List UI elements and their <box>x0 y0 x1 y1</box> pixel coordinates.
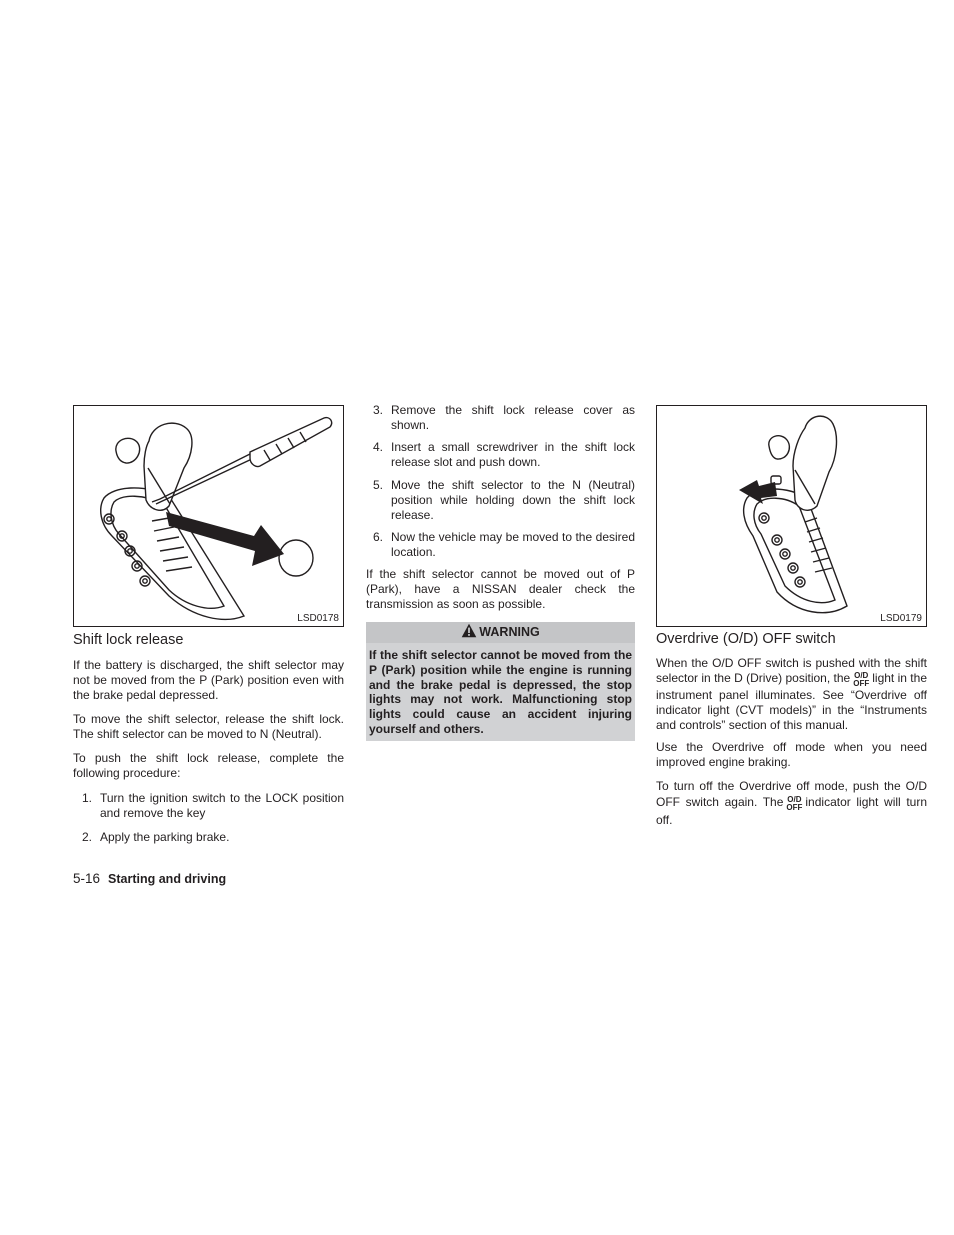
paragraph <box>73 751 344 781</box>
paragraph-text-part: light in the instrument panel illuminates. See “Overdrive off indicator light (CVT models)” in the “Instruments and controls” section of this manual. <box>656 671 927 732</box>
list-number: 2. <box>82 830 93 844</box>
list-item <box>82 830 344 845</box>
paragraph <box>73 712 344 742</box>
list-text: Turn the ignition switch to the LOCK position and remove the key <box>100 791 344 820</box>
figure-overdrive-switch <box>656 405 927 627</box>
shift-selector-screwdriver-illustration <box>74 406 345 628</box>
list-number: 4. <box>373 440 384 454</box>
paragraph <box>366 567 635 612</box>
paragraph-text: If the battery is discharged, the shift selector may not be moved from the P (Park) position even with the brake pedal depressed. <box>73 658 344 702</box>
paragraph-text: To move the shift selector, release the shift lock. The shift selector can be moved to N (Neutral). <box>73 712 344 741</box>
list-number: 5. <box>373 478 384 492</box>
paragraph <box>73 658 344 703</box>
list-number: 1. <box>82 791 93 805</box>
list-text: Apply the parking brake. <box>100 830 230 844</box>
list-item <box>82 791 344 821</box>
paragraph-text-part: indicator light will turn off. <box>656 795 927 827</box>
section-heading-overdrive-switch: Overdrive (O/D) OFF switch <box>656 631 836 647</box>
list-item <box>373 530 635 560</box>
warning-box <box>366 622 635 741</box>
warning-title: WARNING <box>479 625 540 639</box>
list-item <box>373 440 635 470</box>
od-off-indicator-icon <box>853 672 869 688</box>
od-off-indicator-icon <box>786 796 802 812</box>
paragraph-text-part: When the O/D OFF switch is pushed with the shift selector in the D (Drive) position, the <box>656 656 927 685</box>
paragraph-text: To push the shift lock release, complete the following procedure: <box>73 751 344 780</box>
section-name: Starting and driving <box>108 872 227 886</box>
list-text: Remove the shift lock release cover as shown. <box>391 403 635 432</box>
list-text: Move the shift selector to the N (Neutral) position while holding down the shift lock release. <box>391 478 635 522</box>
warning-triangle-icon <box>461 623 477 638</box>
shift-selector-od-switch-illustration <box>657 406 928 628</box>
paragraph-text <box>656 656 927 733</box>
paragraph-text-part: To turn off the Overdrive off mode, push the O/D OFF switch again. The <box>656 779 927 809</box>
figure-shift-lock-release <box>73 405 344 627</box>
paragraph-text: Use the Overdrive off mode when you need improved engine braking. <box>656 740 927 769</box>
figure-code: LSD0179 <box>880 613 922 624</box>
figure-code: LSD0178 <box>297 613 339 624</box>
od-icon-bottom: OFF <box>786 803 803 812</box>
list-number: 3. <box>373 403 384 417</box>
od-icon-top: O/D <box>787 795 802 804</box>
page-number: 5-16 <box>73 871 101 886</box>
list-item <box>373 478 635 523</box>
paragraph <box>656 778 927 828</box>
paragraph-text: If the shift selector cannot be moved out of P (Park), have a NISSAN dealer check the transmission as soon as possible. <box>366 567 635 611</box>
list-text: Insert a small screwdriver in the shift lock release slot and push down. <box>391 440 635 469</box>
page-footer <box>73 871 226 886</box>
paragraph <box>656 656 927 733</box>
list-number: 6. <box>373 530 384 544</box>
od-icon-top: O/D <box>854 671 869 680</box>
warning-text: If the shift selector cannot be moved from the P (Park) position while the engine is running and the brake pedal is depressed, the stop lights may not work. Malfunctioning stop lights could cause an accident injuring yourself and others. <box>369 648 632 736</box>
paragraph <box>656 740 927 770</box>
paragraph-text <box>656 778 927 828</box>
list-text: Now the vehicle may be moved to the desired location. <box>391 530 635 559</box>
section-heading-shift-lock-release: Shift lock release <box>73 632 184 648</box>
list-item <box>373 403 635 433</box>
od-icon-bottom: OFF <box>853 679 870 688</box>
warning-header <box>366 622 635 643</box>
